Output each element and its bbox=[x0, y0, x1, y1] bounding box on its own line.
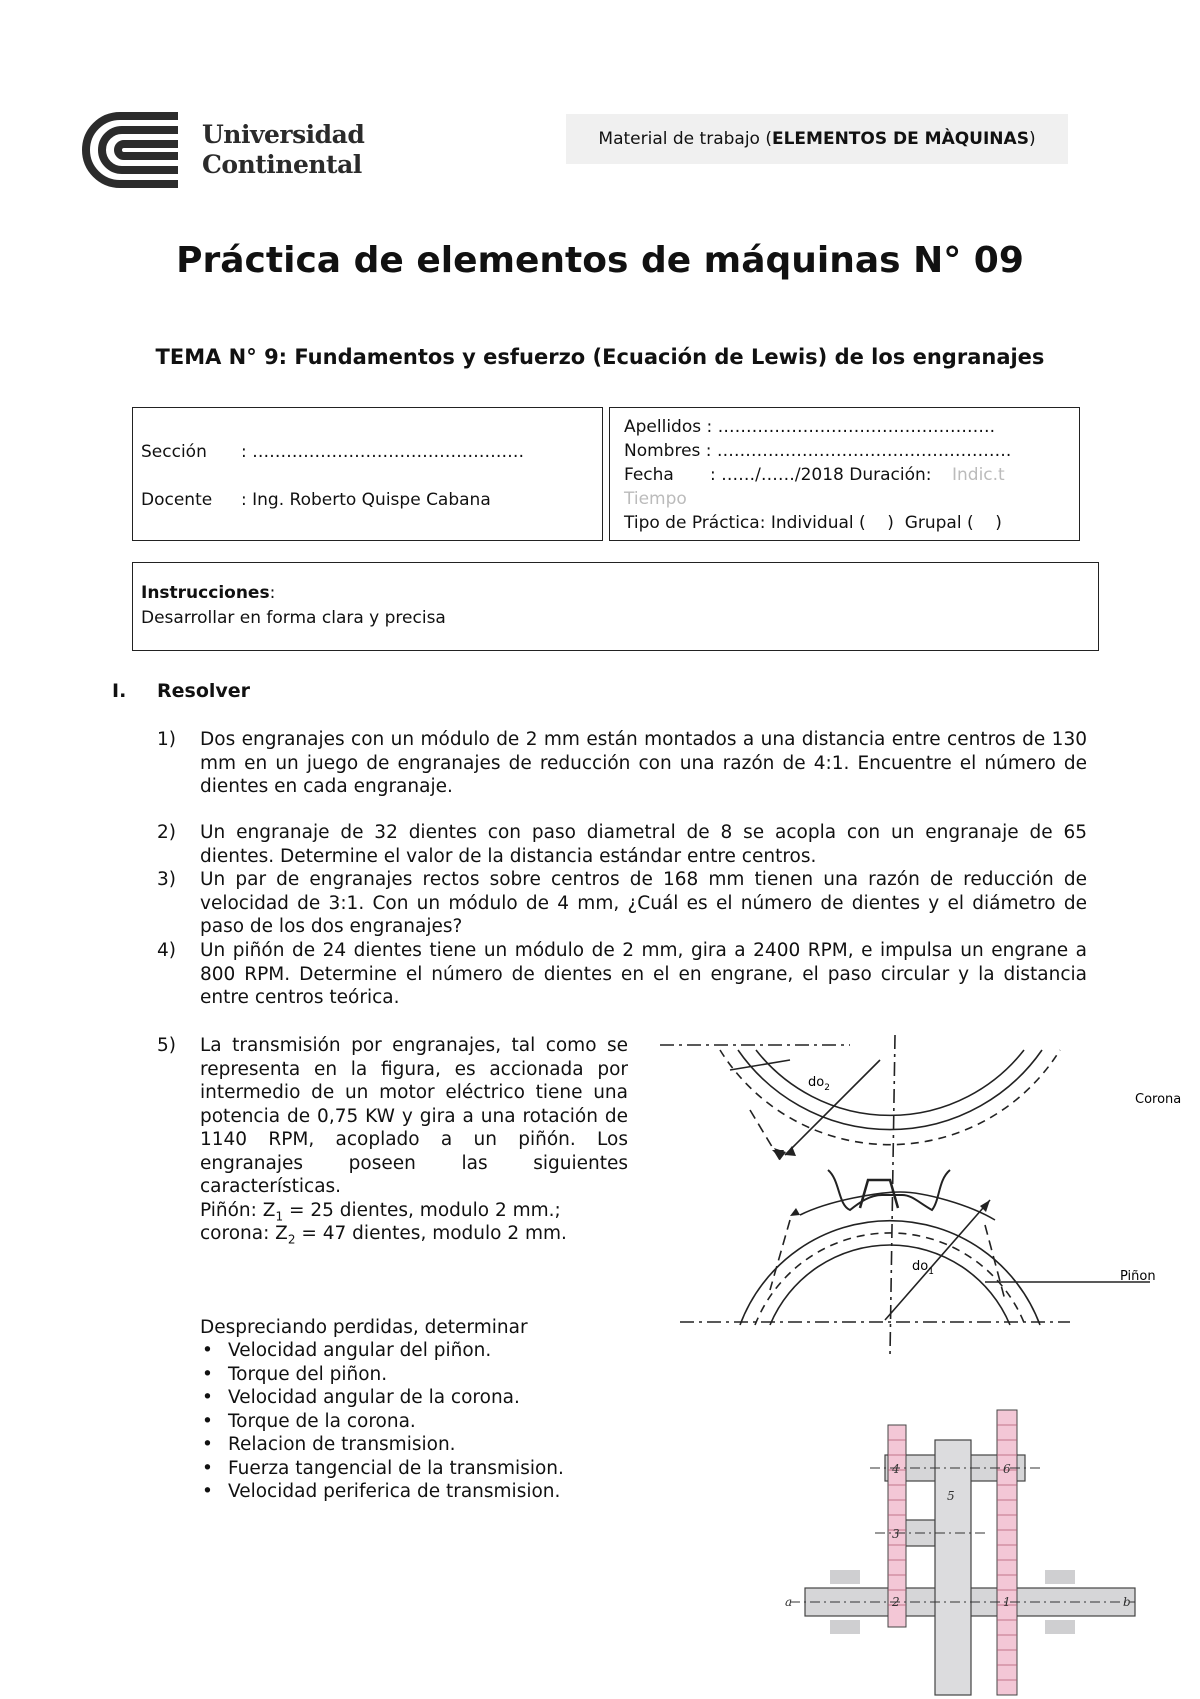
seccion-value: : ………………………………………… bbox=[241, 442, 525, 462]
gear-label: 4 bbox=[892, 1462, 900, 1476]
logo-line-2: Continental bbox=[202, 150, 362, 179]
material-course: ELEMENTOS DE MÀQUINAS bbox=[771, 129, 1029, 149]
course-material-banner bbox=[566, 114, 1068, 164]
corona-spec bbox=[200, 1222, 628, 1252]
list-item: • Velocidad angular de la corona. bbox=[200, 1386, 640, 1410]
gear-mesh-drawing bbox=[650, 1030, 1182, 1360]
determine-list bbox=[200, 1339, 640, 1504]
nombres-field: Nombres : ……………………………………………. bbox=[624, 441, 1012, 461]
instructions-colon: : bbox=[269, 583, 276, 603]
problem-text: La transmisión por engranajes, tal como se representa en la figura, es accionada por intermedio de un motor eléctrico tiene una potencia de 0,75 KW y gira a una rotación de 1140 RPM, acoplado a un piñón. Los engranajes poseen las siguientes características. bbox=[200, 1035, 628, 1197]
apellidos-field: Apellidos : …………………………………………. bbox=[624, 417, 996, 437]
problem-text: Dos engranajes con un módulo de 2 mm están montados a una distancia entre centros de 130 mm en un juego de engranajes de reducción con una razón de 4:1. Encuentre el número de dientes en cada engranaje. bbox=[200, 729, 1087, 797]
instructions-text: Desarrollar en forma clara y precisa bbox=[141, 608, 446, 628]
instructions-label: Instrucciones bbox=[141, 583, 270, 603]
instructions-box bbox=[132, 562, 1099, 651]
docente-label: Docente bbox=[141, 490, 213, 510]
gear-label: 6 bbox=[1003, 1462, 1011, 1476]
info-box-left bbox=[132, 407, 603, 541]
gear-label: 2 bbox=[892, 1595, 900, 1609]
fecha-label: Fecha bbox=[624, 465, 674, 485]
corona-prefix: corona: Z bbox=[200, 1223, 288, 1244]
section-heading: Resolver bbox=[157, 680, 251, 702]
problem-number: 4) bbox=[157, 940, 176, 961]
list-item: • Velocidad angular del piñon. bbox=[200, 1339, 640, 1363]
duracion-placeholder-2: Tiempo bbox=[624, 489, 687, 509]
info-box-right bbox=[609, 407, 1080, 541]
corona-rest: = 47 dientes, modulo 2 mm. bbox=[295, 1223, 567, 1244]
list-item: • Fuerza tangencial de la transmision. bbox=[200, 1457, 640, 1481]
gear-label: 5 bbox=[947, 1489, 955, 1503]
pinion-rest: = 25 dientes, modulo 2 mm.; bbox=[283, 1200, 561, 1221]
problem-number: 2) bbox=[157, 822, 176, 843]
instructions-heading bbox=[141, 581, 275, 605]
label-do2: $do_2$ bbox=[808, 1075, 830, 1093]
pinion-sub: 1 bbox=[275, 1209, 284, 1224]
page-title: Práctica de elementos de máquinas N° 09 bbox=[176, 240, 1024, 281]
gear-train-figure bbox=[775, 1380, 1155, 1695]
university-logo bbox=[86, 112, 365, 192]
axis-label-b: b bbox=[1123, 1595, 1131, 1609]
gear-label: 3 bbox=[892, 1527, 900, 1541]
problem-number: 1) bbox=[157, 729, 176, 750]
label-corona: Corona bbox=[1135, 1092, 1182, 1107]
logo-line-1: Universidad bbox=[202, 120, 365, 149]
seccion-label: Sección bbox=[141, 442, 207, 462]
list-item: • Relacion de transmision. bbox=[200, 1433, 640, 1457]
gear-train-drawing bbox=[775, 1380, 1155, 1695]
list-item: • Torque del piñon. bbox=[200, 1363, 640, 1387]
gear-mesh-figure bbox=[650, 1030, 1182, 1360]
logo-mark-icon bbox=[86, 112, 186, 188]
problem-text: Un piñón de 24 dientes tiene un módulo de 2 mm, gira a 2400 RPM, e impulsa un engrane a 800 RPM. Determine el número de dientes en el en engrane, el paso circular y la distancia entre centros teórica. bbox=[200, 940, 1087, 1008]
axis-label-a: a bbox=[785, 1595, 793, 1609]
docente-value: : Ing. Roberto Quispe Cabana bbox=[241, 490, 491, 510]
pinion-prefix: Piñón: Z bbox=[200, 1200, 276, 1221]
list-item: • Torque de la corona. bbox=[200, 1410, 640, 1434]
problem-text: Un par de engranajes rectos sobre centros de 168 mm tienen una razón de reducción de velocidad de 3:1. Con un módulo de 4 mm, ¿Cuál es el número de dientes y el diámetro de paso de los dos engranajes? bbox=[200, 869, 1087, 937]
list-item: • Velocidad periferica de transmision. bbox=[200, 1480, 640, 1504]
fecha-value: : ……/……/2018 Duración: bbox=[710, 465, 932, 485]
tipo-practica: Tipo de Práctica: Individual ( ) Grupal ( ) bbox=[624, 513, 1002, 533]
problem-number: 3) bbox=[157, 869, 176, 890]
label-do1: $do_1$ bbox=[912, 1259, 934, 1277]
material-suffix: ) bbox=[1028, 129, 1036, 149]
material-prefix: Material de trabajo ( bbox=[598, 129, 772, 149]
problem-text: Un engranaje de 32 dientes con paso diametral de 8 se acopla con un engranaje de 65 dientes. Determine el valor de la distancia estándar entre centros. bbox=[200, 822, 1087, 867]
determine-intro: Despreciando perdidas, determinar bbox=[200, 1317, 528, 1338]
page-subtitle: TEMA N° 9: Fundamentos y esfuerzo (Ecuación de Lewis) de los engranajes bbox=[155, 345, 1045, 369]
problem-number: 5) bbox=[157, 1035, 176, 1056]
label-pinion: Piñon bbox=[1120, 1269, 1156, 1284]
duracion-placeholder-1: Indic.t bbox=[952, 465, 1005, 485]
corona-sub: 2 bbox=[287, 1232, 296, 1247]
section-numeral: I. bbox=[112, 680, 127, 702]
gear-label: 1 bbox=[1003, 1595, 1011, 1609]
